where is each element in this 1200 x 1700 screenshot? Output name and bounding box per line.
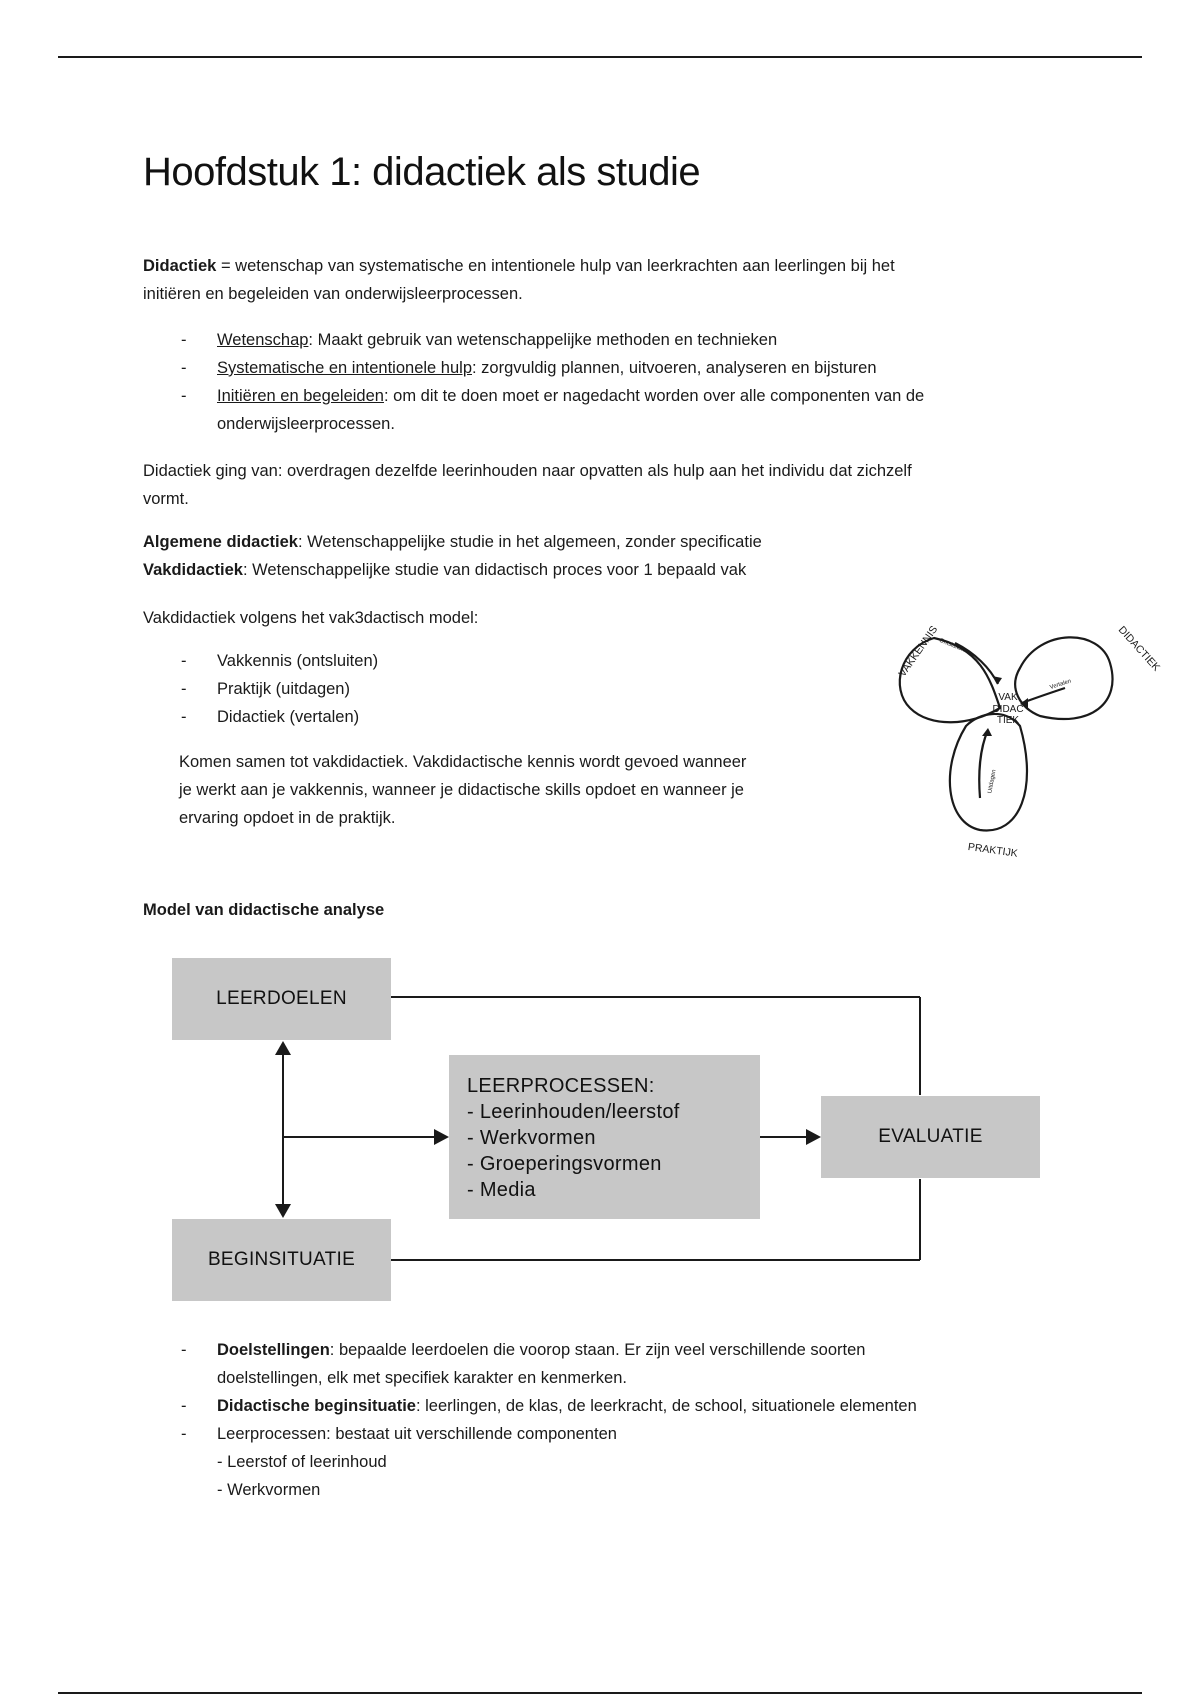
model-list (181, 647, 378, 731)
analysis-list (181, 1336, 917, 1504)
knot-label-didactiek: DIDACTIEK (1115, 623, 1163, 674)
list-item-key: Wetenschap (217, 331, 309, 349)
list-item: - Initiëren en begeleiden: om dit te doen moet er nagedacht worden over alle componenten van de onderwijsleerprocessen. (181, 387, 925, 433)
arrowhead-up (275, 1041, 291, 1055)
knot-label-praktijk: PRAKTIJK (967, 840, 1019, 860)
box-evaluatie: EVALUATIE (821, 1096, 1040, 1178)
box-leerprocessen: LEERPROCESSEN: - Leerinhouden/leerstof - Werkvormen - Groeperingsvormen - Media (449, 1055, 760, 1219)
knot-label-vakkennis: VAKKENNIS (896, 623, 941, 680)
definition-term: Didactiek (143, 257, 217, 275)
analysis-heading: Model van didactische analyse (143, 901, 385, 919)
knot-arrow-vertalen (1022, 688, 1065, 703)
model-intro: Vakdidactiek volgens het vak3dactisch model: (143, 609, 479, 627)
list-item-text: : om dit te doen moet er nagedacht worden over alle componenten van de (383, 387, 925, 405)
definition-paragraph (143, 252, 895, 308)
box-leerdoelen: LEERDOELEN (172, 958, 391, 1040)
knot-center-line-1: VAK (998, 692, 1018, 703)
list-item: - Praktijk (uitdagen) (181, 680, 350, 698)
arrowhead-right (806, 1129, 821, 1145)
list-item: - Wetenschap: Maakt gebruik van wetenschappelijke methoden en technieken (181, 331, 778, 349)
knot-center-line-2: DIDAC (992, 704, 1024, 715)
arrowhead-right (434, 1129, 449, 1145)
list-item-text: : zorgvuldig plannen, uitvoeren, analyseren en bijsturen (472, 359, 877, 377)
bottom-rule (58, 1692, 1142, 1694)
top-rule (58, 56, 1142, 58)
knot-label-vertalen: Vertalen (1049, 678, 1073, 691)
box-beginsituatie: BEGINSITUATIE (172, 1219, 391, 1301)
list-item: - Didactische beginsituatie: leerlingen, de klas, de leerkracht, de school, situationele elementen (181, 1397, 917, 1415)
general-text: : Wetenschappelijke studie in het algemeen, zonder specificatie (297, 533, 762, 551)
subject-term: Vakdidactiek (143, 561, 243, 579)
list-item-key: Systematische en intentionele hulp (217, 359, 472, 377)
page-title: Hoofdstuk 1: didactiek als studie (143, 150, 701, 194)
knot-loop-didactiek (1015, 637, 1112, 719)
list-item: - Doelstellingen: bepaalde leerdoelen die voorop staan. Er zijn veel verschillende soorten doelstellingen, elk met specifiek karakter en kenmerken. (181, 1341, 866, 1387)
knot-label-uitdagen: Uitdagen (987, 769, 998, 794)
list-item-text: : Maakt gebruik van wetenschappelijke methoden en technieken (308, 331, 778, 349)
vakdidactisch-knot-diagram (870, 608, 1163, 860)
knot-center-line-3: TIEK (996, 715, 1020, 726)
definition-text-2: initiëren en begeleiden van onderwijsleerprocessen. (143, 285, 523, 303)
subject-text: : Wetenschappelijke studie van didactisch proces voor 1 bepaald vak (242, 561, 747, 579)
general-term: Algemene didactiek (143, 533, 298, 551)
arrowhead (982, 728, 992, 736)
definition-list (181, 326, 924, 438)
list-item: - Leerprocessen: bestaat uit verschillende componenten - Leerstof of leerinhoud - Werkvormen (181, 1425, 617, 1499)
shift-line-1: Didactiek ging van: overdragen dezelfde leerinhouden naar opvatten als hulp aan het individu dat zichzelf (143, 462, 912, 480)
didactics-types (143, 528, 762, 584)
combine-paragraph: Komen samen tot vakdidactiek. Vakdidactische kennis wordt gevoed wanneer je werkt aan je vakkennis, wanneer je didactische skills opdoet en wanneer je ervaring opdoet in de praktijk. (179, 753, 747, 827)
shift-line-2: vormt. (143, 490, 189, 508)
list-item-key: Initiëren en begeleiden (217, 387, 384, 405)
list-item: - Didactiek (vertalen) (181, 708, 360, 726)
definition-text: = wetenschap van systematische en intentionele hulp van leerkrachten aan leerlingen bij het (216, 257, 895, 275)
analysis-model-diagram (170, 955, 1040, 1310)
knot-arrow-uitdagen (979, 730, 988, 798)
arrowhead-down (275, 1204, 291, 1218)
knot-label-ontsluiten: Ontsluiten (938, 637, 966, 654)
list-item-text-2: onderwijsleerprocessen. (217, 415, 395, 433)
list-item: - Systematische en intentionele hulp: zorgvuldig plannen, uitvoeren, analyseren en bijsturen (181, 359, 877, 377)
list-item: - Vakkennis (ontsluiten) (181, 652, 379, 670)
shift-paragraph (143, 457, 912, 513)
